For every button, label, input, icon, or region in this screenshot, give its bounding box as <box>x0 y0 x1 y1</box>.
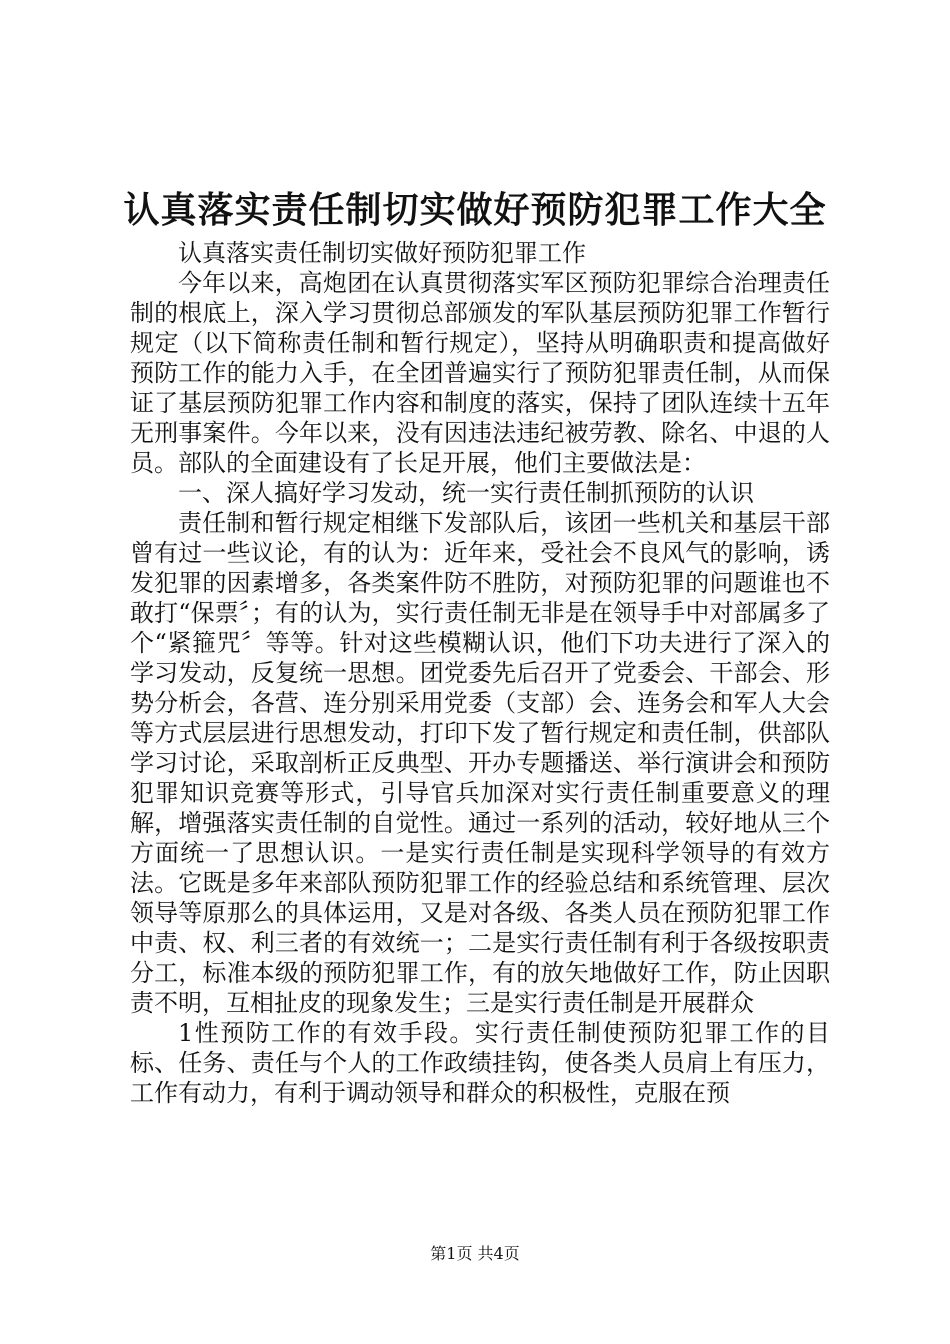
document-title: 认真落实责任制切实做好预防犯罪工作大全 <box>123 189 827 231</box>
paragraph-heading-1: 一、深人搞好学习发动，统一实行责任制抓预防的认识 <box>178 479 754 507</box>
paragraph-intro: 今年以来，高炮团在认真贯彻落实军区预防犯罪综合治理责任制的根底上，深入学习贯彻总部颁发的军队基层预防犯罪工作暂行规定（以下简称责任制和暂行规定），坚持从明确职责和提高做好预防工作的能力入手，在全团普遍实行了预防犯罪责任制，从而保证了基层预防犯罪工作内容和制度的落实，保持了团队连续十五年无刑事案件。今年以来，没有因违法违纪被劳教、除名、中退的人员。部队的全面建设有了长足开展，他们主要做法是： <box>130 269 830 477</box>
page-footer: 第1页 共4页 <box>430 1244 520 1263</box>
document-body <box>130 238 830 1108</box>
paragraph-body-2: 1性预防工作的有效手段。实行责任制使预防犯罪工作的目标、任务、责任与个人的工作政绩挂钩，使各类人员肩上有压力，工作有动力，有利于调动领导和群众的积极性，克服在预 <box>130 1019 830 1107</box>
paragraph-body-1: 责任制和暂行规定相继下发部队后，该团一些机关和基层干部曾有过一些议论，有的认为：近年来，受社会不良风气的影响，诱发犯罪的因素增多，各类案件防不胜防，对预防犯罪的问题谁也不敢打“保票〞；有的认为，实行责任制无非是在领导手中对部属多了个“紧箍咒〞等等。针对这些模糊认识，他们下功夫进行了深入的学习发动，反复统一思想。团党委先后召开了党委会、干部会、形势分析会，各营、连分别采用党委（支部）会、连务会和军人大会等方式层层进行思想发动，打印下发了暂行规定和责任制，供部队学习讨论，采取剖析正反典型、开办专题播送、举行演讲会和预防犯罪知识竞赛等形式，引导官兵加深对实行责任制重要意义的理解，增强落实责任制的自觉性。通过一系列的活动，较好地从三个方面统一了思想认识。一是实行责任制是实现科学领导的有效方法。它既是多年来部队预防犯罪工作的经验总结和系统管理、层次领导等原那么的具体运用，又是对各级、各类人员在预防犯罪工作中责、权、利三者的有效统一；二是实行责任制有利于各级按职责分工，标准本级的预防犯罪工作，有的放矢地做好工作，防止因职责不明，互相扯皮的现象发生；三是实行责任制是开展群众 <box>130 509 830 1017</box>
paragraph-subtitle: 认真落实责任制切实做好预防犯罪工作 <box>178 239 586 267</box>
